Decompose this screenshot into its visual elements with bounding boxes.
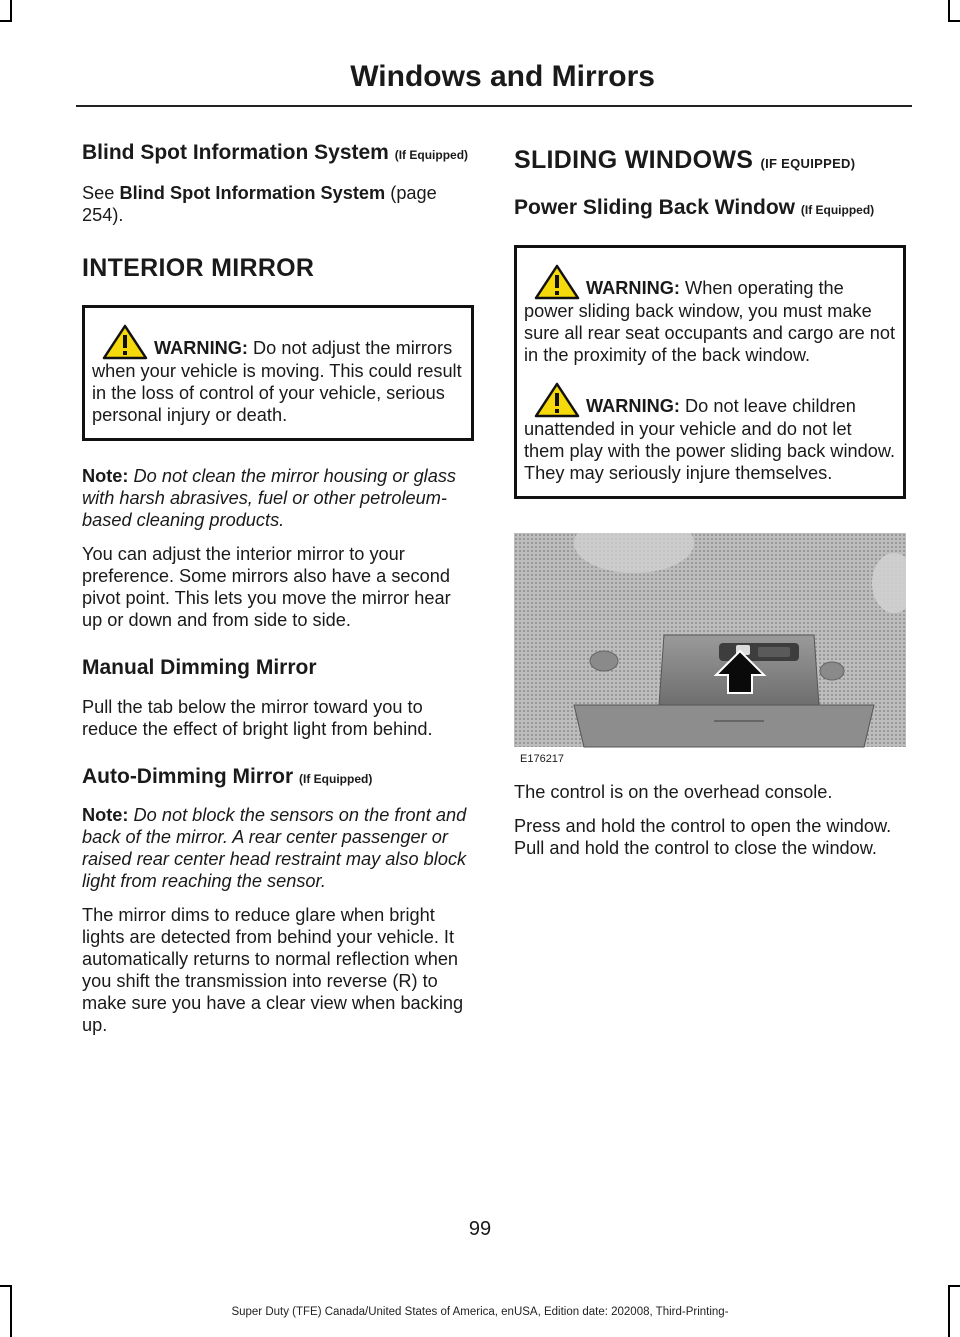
sliding-windows-qualifier: (IF EQUIPPED) <box>760 156 856 171</box>
warning-item <box>524 382 896 484</box>
crop-mark <box>948 1285 960 1287</box>
warning-box <box>514 245 906 499</box>
figure-code: E176217 <box>520 753 565 766</box>
auto-dimming-heading <box>82 764 474 790</box>
left-column <box>82 140 474 1048</box>
crop-mark <box>948 0 950 22</box>
note-text: Do not clean the mirror housing or glass with harsh abrasives, fuel or other petroleum-based cleaning products. <box>82 466 457 531</box>
power-sliding-heading <box>514 195 906 221</box>
warning-paragraph <box>524 264 896 366</box>
power-sliding-qualifier: (If Equipped) <box>800 203 875 217</box>
bsis-cross-reference[interactable]: Blind Spot Information System <box>119 183 386 204</box>
warning-label: WARNING: <box>586 396 680 417</box>
warning-item <box>524 264 896 366</box>
right-column <box>514 140 906 871</box>
header-rule <box>76 105 912 107</box>
warning-triangle-icon <box>534 382 580 418</box>
footer-text: Super Duty (TFE) Canada/United States of America, enUSA, Edition date: 202008, Third-Printing- <box>231 1306 729 1318</box>
page-number: 99 <box>468 1218 492 1240</box>
warning-text: When operating the power sliding back window, you must make sure all rear seat occupants and cargo are not in the proximity of the back window. <box>524 278 896 366</box>
control-location-paragraph: The control is on the overhead console. <box>514 782 833 803</box>
bsis-heading <box>82 140 474 166</box>
warning-box <box>82 305 474 441</box>
auto-dimming-heading-text: Auto-Dimming Mirror <box>82 764 294 788</box>
bsis-heading-qualifier: (If Equipped) <box>394 148 469 162</box>
warning-triangle-icon <box>102 324 148 360</box>
sliding-windows-heading <box>514 146 906 175</box>
warning-paragraph <box>524 382 896 484</box>
note-paragraph <box>82 465 474 531</box>
page-title: Windows and Mirrors <box>350 60 655 93</box>
warning-triangle-icon <box>534 264 580 300</box>
overhead-console-illustration <box>514 533 906 765</box>
crop-mark <box>0 1285 12 1287</box>
crop-mark <box>0 20 12 22</box>
warning-label: WARNING: <box>154 338 248 359</box>
manual-dimming-heading: Manual Dimming Mirror <box>82 656 317 680</box>
overhead-console-figure <box>514 533 906 765</box>
crop-mark <box>948 20 960 22</box>
crop-mark <box>10 0 12 22</box>
bsis-see-paragraph <box>82 182 474 226</box>
auto-dimming-paragraph: The mirror dims to reduce glare when bright lights are detected from behind your vehicle. It automatically returns to normal reflection when you shift the transmission into reverse (R) to make sure you have a clear view when backing up. <box>82 904 464 1035</box>
note-label: Note: <box>82 804 129 825</box>
auto-dimming-qualifier: (If Equipped) <box>299 771 373 786</box>
warning-paragraph <box>92 324 464 426</box>
adjust-paragraph: You can adjust the interior mirror to your preference. Some mirrors also have a second pivot point. This lets you move the mirror hear up or down and from side to side. <box>82 544 451 631</box>
warning-text: Do not adjust the mirrors when your vehicle is moving. This could result in the loss of control of your vehicle, serious personal injury or death. <box>92 338 462 426</box>
note-paragraph <box>82 804 474 892</box>
warning-text: Do not leave children unattended in your vehicle and do not let them play with the power sliding back window. They may seriously injure themselves. <box>524 396 896 484</box>
interior-mirror-heading: INTERIOR MIRROR <box>82 254 315 283</box>
bsis-heading-text: Blind Spot Information System <box>82 141 389 164</box>
warning-label: WARNING: <box>586 278 680 299</box>
power-sliding-heading-text: Power Sliding Back Window <box>514 196 796 219</box>
see-text: See <box>82 183 115 204</box>
note-text: Do not block the sensors on the front and back of the mirror. A rear center passenger or raised rear center head restraint may also block light from reaching the sensor. <box>82 804 467 891</box>
sliding-windows-heading-text: SLIDING WINDOWS <box>514 146 754 174</box>
note-label: Note: <box>82 466 129 487</box>
manual-dimming-paragraph: Pull the tab below the mirror toward you to reduce the effect of bright light from behind. <box>82 696 433 739</box>
operation-paragraph: Press and hold the control to open the window. Pull and hold the control to close the window. <box>514 816 892 859</box>
page-reference: (page 254). <box>82 183 437 226</box>
